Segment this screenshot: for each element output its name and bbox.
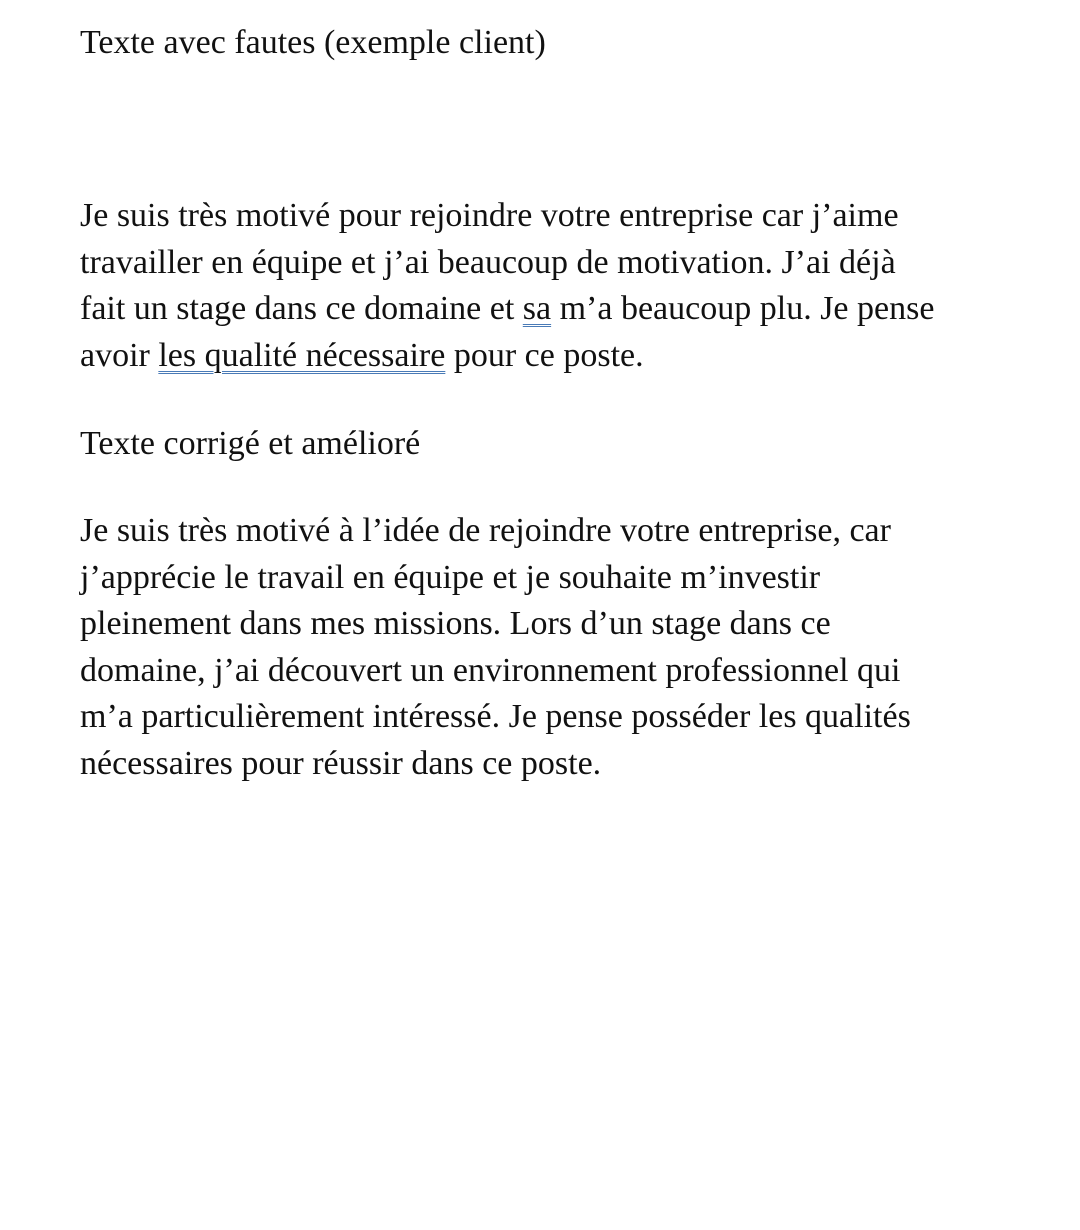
- corrected-paragraph: [80, 508, 1020, 787]
- spelling-error-sa[interactable]: sa: [522, 290, 552, 327]
- corrected-line-5: m’a particulièrement intéressé. Je pense posséder les qualités: [80, 698, 911, 735]
- faults-section-title: Texte avec fautes (exemple client): [80, 24, 546, 61]
- corrected-line-3: pleinement dans mes missions. Lors d’un stage dans ce: [80, 605, 831, 642]
- corrected-section-title: Texte corrigé et amélioré: [80, 425, 421, 462]
- corrected-line-4: domaine, j’ai découvert un environnement professionnel qui: [80, 651, 901, 689]
- faults-line-4: [80, 333, 1020, 380]
- faults-line-1: Je suis très motivé pour rejoindre votre entreprise car j’aime: [80, 197, 899, 234]
- faults-line-4-after: pour ce poste.: [445, 336, 644, 374]
- faults-line-3-after: m’a beaucoup plu. Je pense: [551, 290, 935, 327]
- faults-line-4-before: avoir: [80, 336, 159, 374]
- grammar-error-qualite[interactable]: les qualité nécessaire: [158, 336, 446, 374]
- corrected-line-2: j’apprécie le travail en équipe et je souhaite m’investir: [80, 558, 821, 596]
- faults-line-3-before: fait un stage dans ce domaine et: [80, 290, 523, 327]
- faults-paragraph: [80, 193, 1020, 379]
- faults-line-3: [80, 286, 1020, 333]
- faults-line-2: travailler en équipe et j’ai beaucoup de motivation. J’ai déjà: [80, 243, 896, 281]
- corrected-line-1: Je suis très motivé à l’idée de rejoindre votre entreprise, car: [80, 512, 891, 549]
- corrected-line-6: nécessaires pour réussir dans ce poste.: [80, 744, 602, 782]
